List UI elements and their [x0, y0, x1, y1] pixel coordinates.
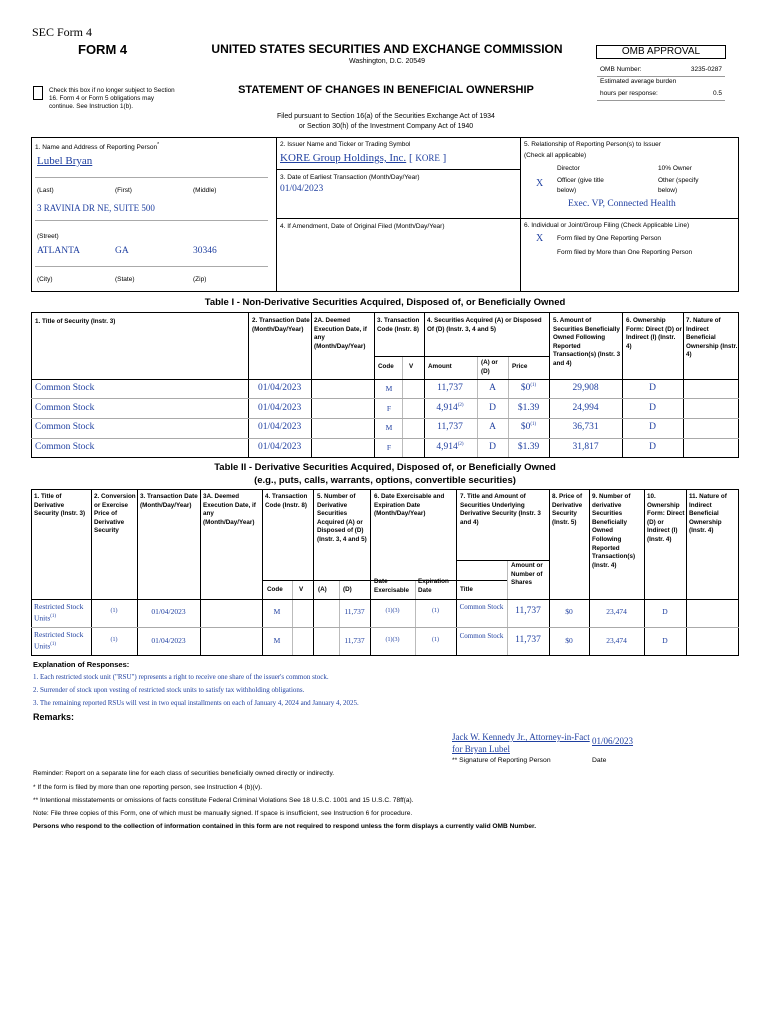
- t2-header-3: 3. Transaction Date (Month/Day/Year): [140, 493, 198, 509]
- t1-header-ownership-form: 6. Ownership Form: Direct (D) or Indirect (I) (Instr. 4): [626, 317, 682, 350]
- explanation-3: 3. The remaining reported RSUs will vest in two equal installments on each of January 4, 2024 and January 4, 2025.: [33, 699, 359, 707]
- t2-header-d: (D): [343, 586, 352, 593]
- state-label: (State): [115, 276, 135, 283]
- earliest-transaction-label: 3. Date of Earliest Transaction (Month/Day/Year): [280, 174, 420, 181]
- t2-header-2: 2. Conversion or Exercise Price of Derivative Security: [94, 493, 136, 535]
- t2-r2-expiration: (1): [432, 637, 439, 643]
- zip-value: 30346: [193, 246, 217, 256]
- table2-subtitle: (e.g., puts, calls, warrants, options, convertible securities): [254, 475, 516, 486]
- explanation-1: 1. Each restricted stock unit ("RSU") represents a right to receive one share of the issuer's common stock.: [33, 673, 329, 681]
- t2-header-5: 5. Number of Derivative Securities Acquired (A) or Disposed of (D) (Instr. 3, 4 and 5): [317, 493, 367, 543]
- t2-header-a: (A): [318, 586, 327, 593]
- t1-r2-date: 01/04/2023: [258, 403, 302, 413]
- t1-header-amount-owned: 5. Amount of Securities Beneficially Owned Following Reported Transaction(s) (Instr. 3 and 4): [553, 317, 621, 367]
- t1-r3-title: Common Stock: [35, 422, 95, 432]
- footer-omb-notice: Persons who respond to the collection of information contained in this form are not required to respond unless the form displays a currently valid OMB Number.: [33, 823, 537, 830]
- t1-header-nature: 7. Nature of Indirect Beneficial Ownership (Instr. 4): [686, 317, 738, 359]
- t1-r3-date: 01/04/2023: [258, 422, 302, 432]
- t2-header-6: 6. Date Exercisable and Expiration Date (Month/Day/Year): [374, 493, 445, 518]
- state-value: GA: [115, 246, 129, 256]
- footer-note: Note: File three copies of this Form, one of which must be manually signed. If space is insufficient, see Instruction 6 for procedure.: [33, 810, 413, 817]
- city-value: ATLANTA: [37, 246, 81, 256]
- page-label: SEC Form 4: [32, 25, 93, 39]
- t1-r3-code: M: [385, 423, 393, 432]
- t2-r1-d: 11,737: [344, 607, 365, 616]
- check-all-label: (Check all applicable): [524, 152, 587, 159]
- t1-header-a-or-d: (A) or (D): [481, 359, 498, 375]
- issuer-label: 2. Issuer Name and Ticker or Trading Symbol: [280, 141, 411, 148]
- t1-r3-form: D: [649, 422, 656, 432]
- form-title: FORM 4: [78, 42, 128, 57]
- footer-reminder: Reminder: Report on a separate line for each class of securities beneficially owned directly or indirectly.: [33, 770, 335, 777]
- zip-label: (Zip): [193, 276, 207, 283]
- t1-r2-form: D: [649, 403, 656, 413]
- t2-header-date-exercisable: Date Exercisable: [374, 578, 410, 594]
- officer-check-mark[interactable]: X: [536, 178, 544, 189]
- t2-r1-code: M: [273, 607, 281, 616]
- t2-header-3a: 3A. Deemed Execution Date, if any (Month/Day/Year): [203, 493, 256, 526]
- explanation-2: 2. Surrender of stock upon vesting of restricted stock units to satisfy tax withholding obligations.: [33, 686, 305, 694]
- t2-r2-owned: 23,474: [606, 636, 627, 645]
- officer-option[interactable]: Officer (give title below): [557, 177, 604, 194]
- t1-header-title: 1. Title of Security (Instr. 3): [35, 318, 116, 325]
- t1-r1-ad: A: [489, 383, 496, 393]
- other-option[interactable]: Other (specify below): [658, 177, 699, 194]
- amendment-label: 4. If Amendment, Date of Original Filed (Month/Day/Year): [280, 223, 445, 230]
- omb-title: OMB APPROVAL: [621, 46, 701, 57]
- first-label: (First): [115, 187, 132, 194]
- t2-header-8: 8. Price of Derivative Security (Instr. 5): [552, 493, 583, 526]
- t2-r2-d: 11,737: [344, 636, 365, 645]
- t2-r2-date: 01/04/2023: [151, 636, 186, 645]
- footer-misstatements: ** Intentional misstatements or omissions of facts constitute Federal Criminal Violations See 18 U.S.C. 1001 and 15 U.S.C. 78ff(a).: [33, 797, 414, 804]
- city-label: (City): [37, 276, 53, 283]
- t1-header-trans-code: 3. Transaction Code (Instr. 8): [377, 317, 420, 333]
- issuer-name[interactable]: KORE Group Holdings, Inc.: [280, 152, 407, 164]
- signature-label: ** Signature of Reporting Person: [452, 757, 551, 764]
- t1-r3-owned: 36,731: [572, 422, 599, 432]
- t2-r2-exercisable: (1)(3): [385, 637, 400, 643]
- t2-r1-date: 01/04/2023: [151, 607, 186, 616]
- one-person-check-mark[interactable]: X: [536, 233, 544, 244]
- relationship-label: 5. Relationship of Reporting Person(s) to Issuer: [524, 141, 661, 148]
- t1-header-price: Price: [512, 363, 528, 370]
- street-address: 3 RAVINIA DR NE, SUITE 500: [37, 203, 155, 213]
- t1-r1-amount: 11,737: [437, 383, 463, 394]
- ten-percent-owner-option[interactable]: 10% Owner: [658, 165, 692, 172]
- more-persons-option[interactable]: Form filed by More than One Reporting Person: [557, 249, 693, 256]
- t1-r4-date: 01/04/2023: [258, 442, 302, 452]
- filing-type-label: 6. Individual or Joint/Group Filing (Check Applicable Line): [524, 222, 690, 229]
- t1-r2-title: Common Stock: [35, 403, 95, 413]
- omb-number-value: 3235-0287: [690, 66, 722, 73]
- t2-r1-form: D: [662, 607, 668, 616]
- t2-header-title: Title: [460, 586, 473, 593]
- t1-r4-title: Common Stock: [35, 442, 95, 452]
- t1-r1-form: D: [649, 383, 656, 393]
- t1-r1-title: Common Stock: [35, 383, 95, 393]
- date-label: Date: [592, 757, 607, 764]
- issuer-ticker: KORE: [415, 153, 440, 163]
- t2-r1-u-title: Common Stock: [459, 603, 504, 611]
- t1-header-code: Code: [378, 363, 394, 370]
- t1-r1-date: 01/04/2023: [258, 383, 302, 393]
- agency-name: UNITED STATES SECURITIES AND EXCHANGE COMMISSION: [211, 42, 563, 56]
- t2-r1-expiration: (1): [432, 608, 439, 614]
- t2-header-v: V: [299, 586, 304, 593]
- t1-r4-price: $1.39: [517, 442, 540, 453]
- filed-pursuant-line-1: Filed pursuant to Section 16(a) of the Securities Exchange Act of 1934: [277, 113, 495, 120]
- t1-r2-price: $1.39: [517, 403, 540, 414]
- agency-location: Washington, D.C. 20549: [348, 58, 425, 65]
- t2-header-amount-shares: Amount or Number of Shares: [511, 562, 543, 587]
- remarks-title: Remarks:: [33, 712, 75, 722]
- t1-r2-ad: D: [489, 403, 496, 413]
- t1-r4-code: F: [386, 443, 392, 452]
- footer-multiple-persons: * If the form is filed by more than one reporting person, see Instruction 4 (b)(v).: [33, 784, 263, 791]
- t1-header-deemed: 2A. Deemed Execution Date, if any (Month/Day/Year): [314, 317, 367, 350]
- t1-r3-amount: 11,737: [437, 422, 463, 433]
- t2-r1-u-amount: 11,737: [515, 606, 541, 616]
- omb-approval-box: [596, 45, 726, 59]
- t2-r1-title: Restricted Stock Units$^{(1)}$: [34, 602, 84, 623]
- t1-r1-code: M: [385, 384, 393, 393]
- t2-r2-u-amount: 11,737: [515, 635, 541, 645]
- t2-r1-conv: (1): [110, 608, 118, 614]
- signature-name: Jack W. Kennedy Jr., Attorney-in-Fact for Bryan Lubel: [452, 732, 590, 754]
- table2-title: Table II - Derivative Securities Acquired, Disposed of, or Beneficially Owned: [214, 462, 556, 473]
- t2-header-code: Code: [267, 586, 283, 593]
- t1-header-trans-date: 2. Transaction Date (Month/Day/Year): [252, 317, 310, 333]
- t2-r2-title: Restricted Stock Units$^{(1)}$: [34, 630, 84, 651]
- director-option[interactable]: Director: [557, 165, 580, 172]
- t2-header-expiration: Expiration Date: [418, 578, 449, 594]
- t2-header-10: 10. Ownership Form: Direct (D) or Indirect (I) (Instr. 4): [647, 493, 685, 543]
- t2-header-1: 1. Title of Derivative Security (Instr. 3): [34, 493, 86, 518]
- omb-hours-value: 0.5: [712, 90, 722, 97]
- t1-header-amount: Amount: [428, 363, 452, 370]
- t2-r2-price: $0: [565, 636, 573, 645]
- t2-r1-exercisable: (1)(3): [385, 608, 400, 614]
- t1-r4-amount: 4,914$^{(2)}$: [436, 442, 464, 453]
- street-label: (Street): [37, 233, 59, 240]
- t1-r4-owned: 31,817: [572, 442, 599, 452]
- reporting-person-label: 1. Name and Address of Reporting Person*: [35, 142, 160, 152]
- t2-r2-code: M: [273, 636, 281, 645]
- officer-title: Exec. VP, Connected Health: [568, 199, 676, 209]
- t2-header-9: 9. Number of derivative Securities Beneficially Owned Following Reported Transaction(s) (Instr. 4): [592, 493, 636, 569]
- t2-r2-form: D: [662, 636, 668, 645]
- filed-pursuant-line-2: or Section 30(h) of the Investment Company Act of 1940: [298, 123, 474, 130]
- t1-header-acquired: 4. Securities Acquired (A) or Disposed Of (D) (Instr. 3, 4 and 5): [427, 317, 542, 333]
- t2-r1-owned: 23,474: [606, 607, 627, 616]
- no-longer-subject-checkbox[interactable]: [33, 86, 43, 100]
- explanation-title: Explanation of Responses:: [33, 660, 130, 669]
- t1-r3-ad: A: [489, 422, 496, 432]
- t1-r1-price: $0$^{(1)}$: [520, 383, 537, 394]
- t1-header-v: V: [409, 363, 414, 370]
- t1-r1-owned: 29,908: [572, 383, 599, 393]
- checkbox-instructions: Check this box if no longer subject to Section 16. Form 4 or Form 5 obligations may continue. See Instruction 1(b).: [49, 87, 175, 110]
- earliest-transaction-date: 01/04/2023: [280, 184, 324, 194]
- t1-r2-code: F: [386, 404, 392, 413]
- table1-title: Table I - Non-Derivative Securities Acquired, Disposed of, or Beneficially Owned: [204, 297, 566, 308]
- t2-header-4: 4. Transaction Code (Instr. 8): [265, 493, 308, 509]
- omb-hours-label: hours per response:: [600, 90, 658, 97]
- last-label: (Last): [37, 187, 54, 194]
- omb-burden-label: Estimated average burden: [600, 78, 677, 85]
- t1-r2-amount: 4,914$^{(2)}$: [436, 403, 464, 414]
- t1-r3-price: $0$^{(1)}$: [520, 422, 537, 433]
- statement-title: STATEMENT OF CHANGES IN BENEFICIAL OWNERSHIP: [238, 84, 534, 96]
- issuer-name-line: KORE Group Holdings, Inc. [ KORE ]: [280, 152, 447, 164]
- t2-r2-conv: (1): [110, 637, 118, 643]
- t1-r4-form: D: [649, 442, 656, 452]
- t1-r2-owned: 24,994: [572, 403, 599, 413]
- middle-label: (Middle): [193, 187, 217, 194]
- t2-r2-u-title: Common Stock: [459, 632, 504, 640]
- reporting-person-name[interactable]: Lubel Bryan: [37, 155, 93, 167]
- signature-date: 01/06/2023: [592, 736, 634, 746]
- t2-header-11: 11. Nature of Indirect Beneficial Ownership (Instr. 4): [689, 493, 727, 535]
- one-person-option[interactable]: Form filed by One Reporting Person: [557, 235, 662, 242]
- t2-r1-price: $0: [565, 607, 573, 616]
- t1-r4-ad: D: [489, 442, 496, 452]
- t2-header-7: 7. Title and Amount of Securities Underlying Derivative Security (Instr. 3 and 4): [460, 493, 541, 526]
- omb-number-label: OMB Number:: [600, 66, 642, 73]
